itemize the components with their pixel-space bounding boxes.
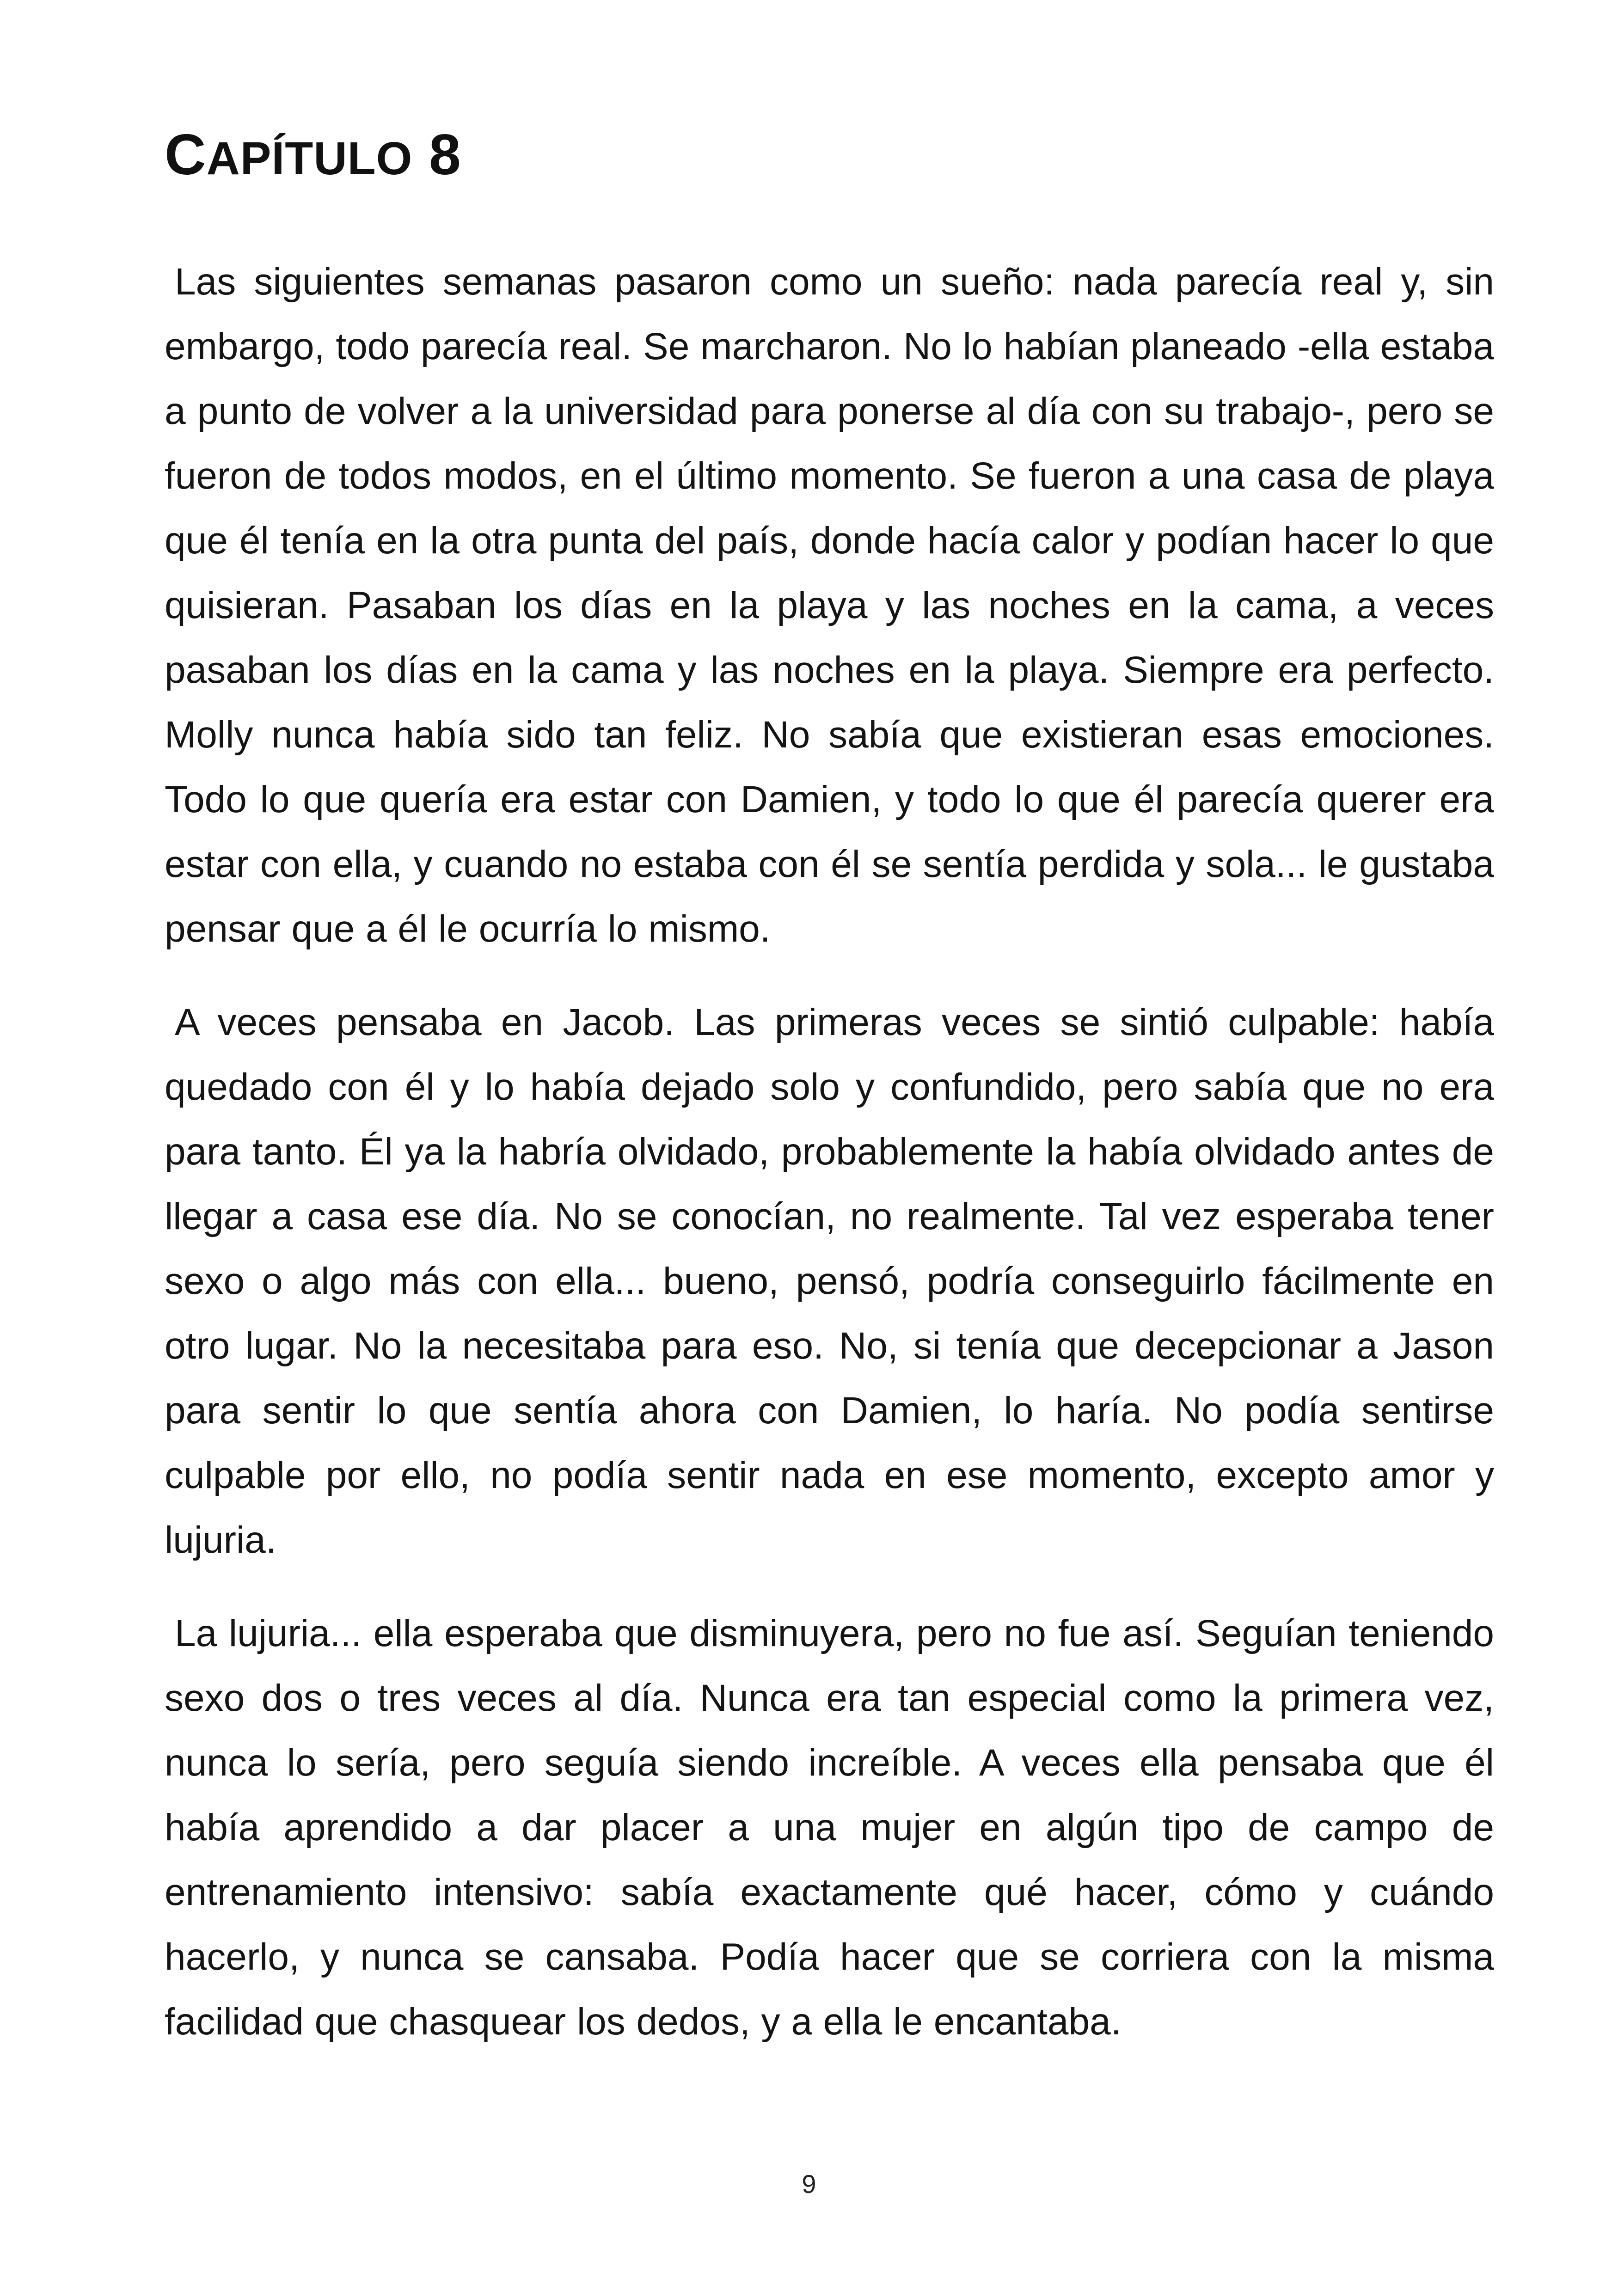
chapter-title xyxy=(165,116,461,198)
chapter-title-initial: C xyxy=(165,123,207,187)
paragraph: La lujuria... ella esperaba que disminuyera, pero no fue así. Seguían teniendo sexo dos o tres veces al día. Nunca era tan especial como la primera vez, nunca lo sería, pero seguía siendo increíble. A veces ella pensaba que él había aprendido a dar placer a una mujer en algún tipo de campo de entrenamiento intensivo: sabía exactamente qué hacer, cómo y cuándo hacerlo, y nunca se cansaba. Podía hacer que se corriera con la misma facilidad que chasquear los dedos, y a ella le encantaba. xyxy=(165,1612,1494,2043)
paragraph: A veces pensaba en Jacob. Las primeras veces se sintió culpable: había quedado con él y lo había dejado solo y confundido, pero sabía que no era para tanto. Él ya la habría olvidado, probablemente la había olvidado antes de llegar a casa ese día. No se conocían, no realmente. Tal vez esperaba tener sexo o algo más con ella... bueno, pensó, podría conseguirlo fácilmente en otro lugar. No la necesitaba para eso. No, si tenía que decepcionar a Jason para sentir lo que sentía ahora con Damien, lo haría. No podía sentirse culpable por ello, no podía sentir nada en ese momento, excepto amor y lujuria. xyxy=(165,1001,1494,1561)
chapter-number: 8 xyxy=(429,123,461,187)
paragraph: Las siguientes semanas pasaron como un sueño: nada parecía real y, sin embargo, todo parecía real. Se marcharon. No lo habían planeado -ella estaba a punto de volver a la universidad para ponerse al día con su trabajo-, pero se fueron de todos modos, en el último momento. Se fueron a una casa de playa que él tenía en la otra punta del país, donde hacía calor y podían hacer lo que quisieran. Pasaban los días en la playa y las noches en la cama, a veces pasaban los días en la cama y las noches en la playa. Siempre era perfecto. Molly nunca había sido tan feliz. No sabía que existieran esas emociones. Todo lo que quería era estar con Damien, y todo lo que él parecía querer era estar con ella, y cuando no estaba con él se sentía perdida y sola... le gustaba pensar que a él le ocurría lo mismo. xyxy=(165,261,1494,950)
page-number: 9 xyxy=(802,2169,816,2198)
chapter-body xyxy=(165,250,1494,2083)
chapter-title-word: APÍTULO xyxy=(206,133,413,184)
